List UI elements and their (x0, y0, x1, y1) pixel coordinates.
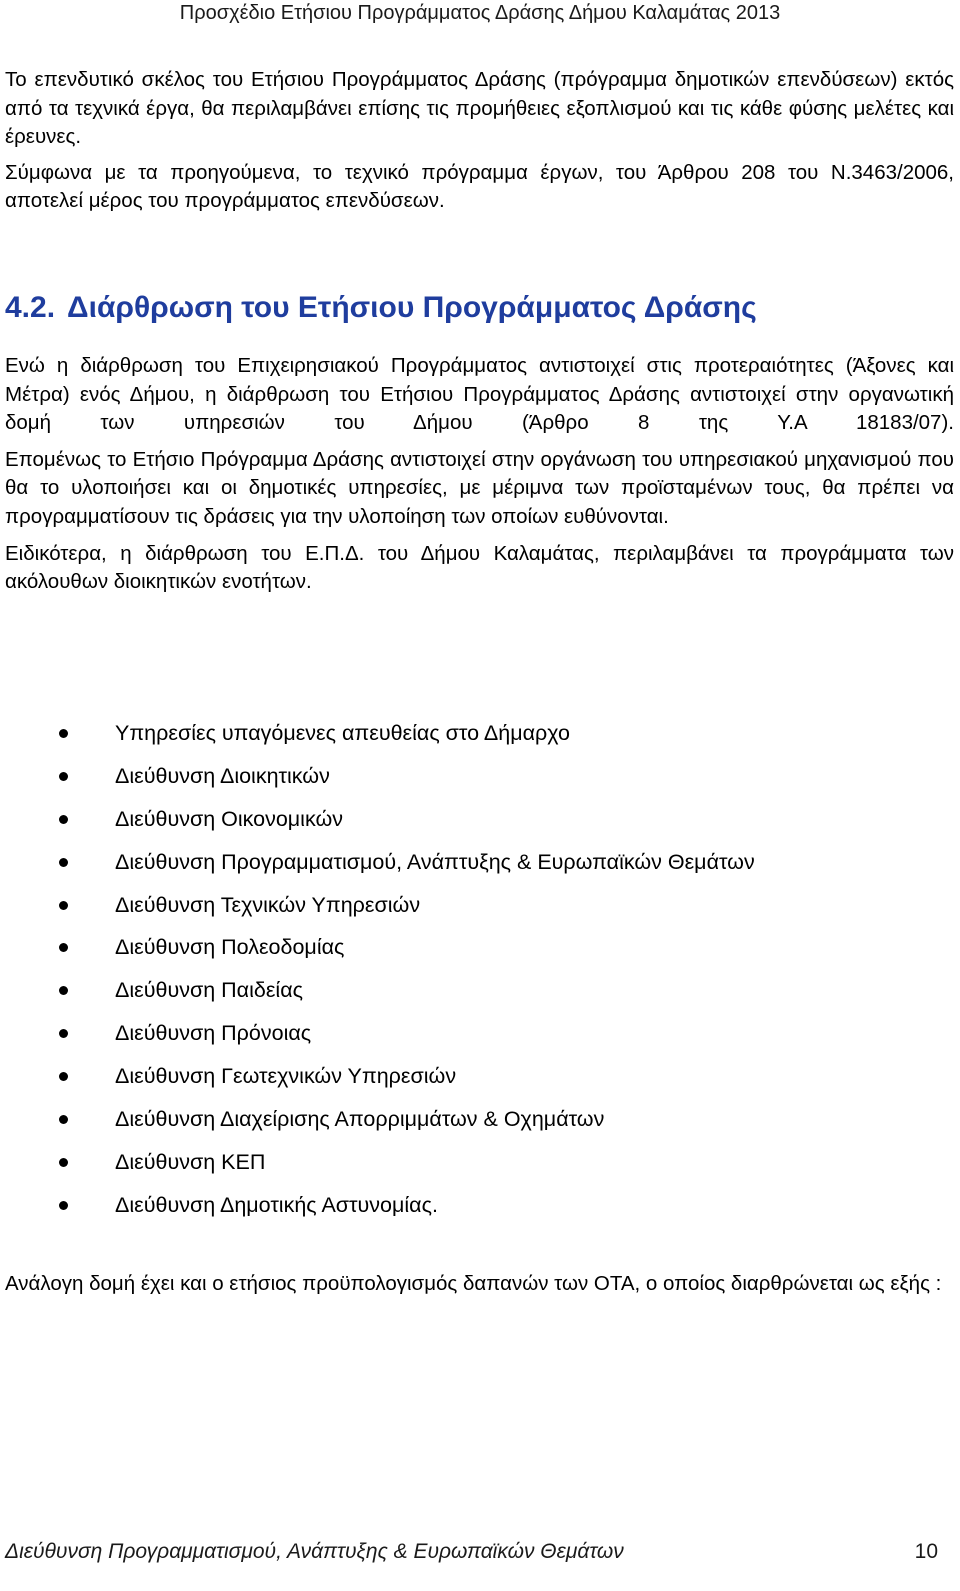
list-item (0, 802, 960, 845)
intro-paragraph: Το επενδυτικό σκέλος του Ετήσιου Προγράμματος Δράσης (πρόγραμμα δημοτικών επενδύσεων) εκτός από τα τεχνικά έργα, θα περιλαμβάνει επίσης τις προμήθειες εξοπλισμού και τις κάθε φύσης μελέτες και έρευνες. (5, 68, 954, 149)
bullet-icon (59, 772, 68, 781)
body-paragraph: Ειδικότερα, η διάρθρωση του Ε.Π.Δ. του Δήμου Καλαμάτας, περιλαμβάνει τα προγράμματα των ακόλουθων διοικητικών ενοτήτων. (5, 541, 954, 594)
section-heading (5, 288, 757, 328)
bullet-icon (59, 1201, 68, 1210)
section-number: 4.2. (5, 291, 56, 324)
bullet-icon (59, 1115, 68, 1124)
intro-paragraph: Σύμφωνα με τα προηγούμενα, το τεχνικό πρόγραμμα έργων, του Άρθρου 208 του Ν.3463/2006, αποτελεί μέρος του προγράμματος επενδύσεων. (5, 160, 954, 213)
list-item (0, 1145, 960, 1188)
bullet-icon (59, 858, 68, 867)
list-item-label: Διεύθυνση Οικονομικών (115, 806, 343, 831)
list-item (0, 1188, 960, 1231)
section-body (5, 352, 954, 597)
footer-department: Διεύθυνση Προγραμματισμού, Ανάπτυξης & Ευρωπαϊκών Θεμάτων (5, 1540, 624, 1563)
bullet-icon (59, 1158, 68, 1167)
list-item (0, 888, 960, 931)
list-item (0, 1102, 960, 1145)
bullet-icon (59, 986, 68, 995)
list-item-label: Διεύθυνση Διαχείρισης Απορριμμάτων & Οχημάτων (115, 1107, 605, 1132)
closing-paragraph: Ανάλογη δομή έχει και ο ετήσιος προϋπολογισμός δαπανών των ΟΤΑ, ο οποίος διαρθρώνεται ως εξής : (5, 1272, 942, 1295)
list-item (0, 973, 960, 1016)
list-item (0, 1016, 960, 1059)
running-footer (5, 1540, 938, 1564)
list-item (0, 716, 960, 759)
bullet-icon (59, 901, 68, 910)
running-header: Προσχέδιο Ετήσιου Προγράμματος Δράσης Δήμου Καλαμάτας 2013 (179, 2, 781, 24)
closing-section (5, 1270, 954, 1299)
page-number: 10 (914, 1540, 938, 1563)
list-item (0, 845, 960, 888)
list-item-label: Διεύθυνση Δημοτικής Αστυνομίας. (115, 1192, 438, 1217)
bullet-icon (59, 1072, 68, 1081)
list-item (0, 1059, 960, 1102)
intro-section (5, 66, 954, 216)
list-item (0, 759, 960, 802)
list-item-label: Διεύθυνση Διοικητικών (115, 763, 330, 788)
bullet-icon (59, 1029, 68, 1038)
bullet-icon (59, 815, 68, 824)
list-item-label: Διεύθυνση Πρόνοιας (115, 1021, 312, 1046)
units-list (0, 716, 960, 1231)
list-item-label: Διεύθυνση Τεχνικών Υπηρεσιών (115, 892, 421, 917)
list-item-label: Διεύθυνση Προγραμματισμού, Ανάπτυξης & Ευρωπαϊκών Θεμάτων (115, 849, 755, 874)
list-item-label: Διεύθυνση ΚΕΠ (115, 1149, 266, 1174)
list-item (0, 930, 960, 973)
section-title: Διάρθρωση του Ετήσιου Προγράμματος Δράσης (67, 291, 757, 324)
list-item-label: Διεύθυνση Πολεοδομίας (115, 935, 345, 960)
body-paragraph: Επομένως το Ετήσιο Πρόγραμμα Δράσης αντιστοιχεί στην οργάνωση του υπηρεσιακού μηχανισμού που θα το υλοποιήσει και οι δημοτικές υπηρεσίες, με μέριμνα των προϊσταμένων τους, θα πρέπει να προγραμματίσουν τις δράσεις για την υλοποίηση των οποίων ευθύνονται. (5, 447, 954, 528)
bullet-icon (59, 729, 68, 738)
body-paragraph: Ενώ η διάρθρωση του Επιχειρησιακού Προγράμματος αντιστοιχεί στις προτεραιότητες (Άξονες και Μέτρα) ενός Δήμου, η διάρθρωση του Ετήσιου Προγράμματος Δράσης αντιστοιχεί στην οργανωτική δομή των υπηρεσιών του Δήμου (Άρθρο 8 της Υ.Α 18183/07). (5, 354, 954, 435)
list-item-label: Διεύθυνση Γεωτεχνικών Υπηρεσιών (115, 1064, 457, 1089)
list-item-label: Υπηρεσίες υπαγόμενες απευθείας στο Δήμαρχο (115, 721, 570, 745)
bullet-icon (59, 943, 68, 952)
list-item-label: Διεύθυνση Παιδείας (115, 978, 303, 1003)
